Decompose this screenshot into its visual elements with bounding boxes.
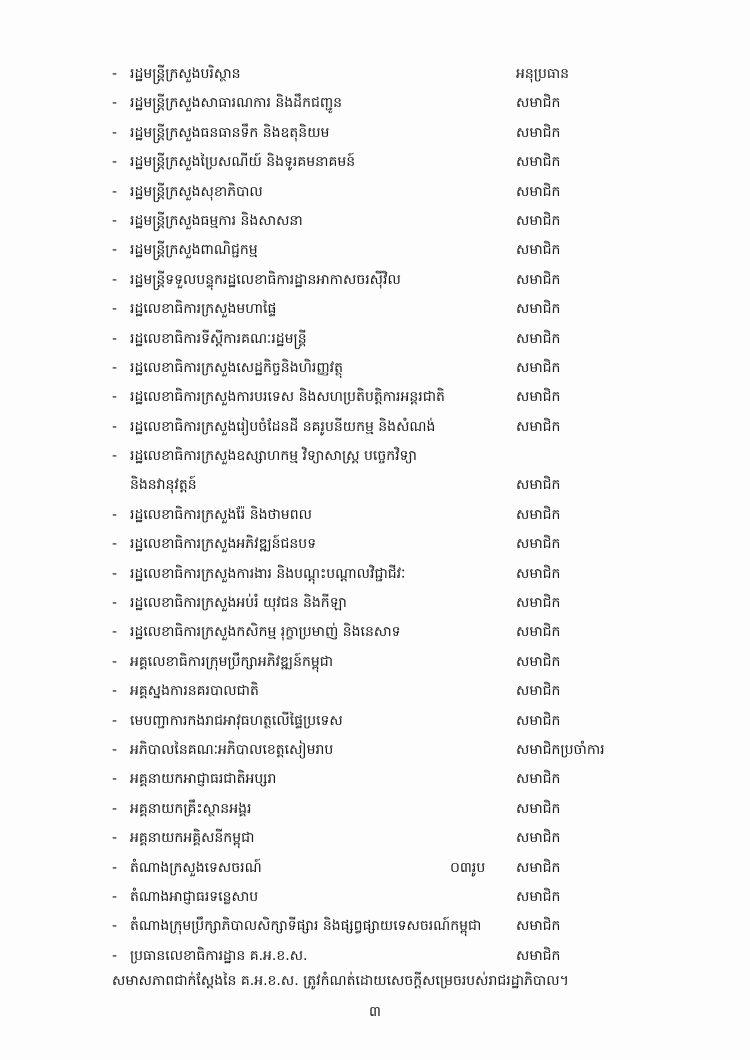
member-name: រដ្ឋលេខាធិការក្រសួងអប់រំ យុវជន និងកីឡា — [130, 595, 347, 612]
list-item: - រដ្ឋមន្ត្រីក្រសួងធនធានទឹក និងឧតុនិយម សមាជិក — [112, 119, 632, 148]
member-name: តំណាងក្រុមប្រឹក្សាភិបាលសិក្សាទីផ្សារ និងផ្សព្វផ្សាយទេសចរណ៍កម្ពុជា — [130, 918, 482, 935]
member-role: សមាជិក — [516, 389, 561, 406]
member-name: រដ្ឋមន្ត្រីក្រសួងធម្មការ និងសាសនា — [130, 212, 303, 229]
list-item: - រដ្ឋមន្ត្រីក្រសួងធម្មការ និងសាសនា សមាជិក — [112, 207, 632, 236]
list-item: - រដ្ឋមន្ត្រីក្រសួងសាធារណការ និងដឹកជញ្ជូន សមាជិក — [112, 89, 632, 118]
list-item: - រដ្ឋលេខាធិការក្រសួងការបរទេស និងសហប្រតិបត្តិការអន្តរជាតិ សមាជិក — [112, 383, 632, 412]
list-item: - រដ្ឋលេខាធិការក្រសួងសេដ្ឋកិច្ចនិងហិរញ្ញវត្ថុ សមាជិក — [112, 354, 632, 383]
member-role: សមាជិក — [516, 947, 561, 964]
list-item: - ប្រធានលេខាធិការដ្ឋាន គ.អ.ខ.ស. សមាជិក — [112, 942, 632, 971]
list-item: - អគ្គនាយកគ្រឹះស្ថានអង្គរ សមាជិក — [112, 795, 632, 824]
member-name: រដ្ឋលេខាធិការក្រសួងមហាផ្ទៃ — [130, 301, 277, 318]
member-role: សមាជិក — [516, 536, 561, 553]
member-role: អនុប្រធាន — [516, 66, 570, 82]
member-name: អគ្គនាយកអាជ្ញាធរជាតិអប្សរា — [130, 771, 277, 788]
list-item: - អគ្គនាយកអគ្គិសនីកម្ពុជា សមាជិក — [112, 824, 632, 853]
member-role: សមាជិក — [516, 330, 561, 347]
list-item: - តំណាងក្រុមប្រឹក្សាភិបាលសិក្សាទីផ្សារ និងផ្សព្វផ្សាយទេសចរណ៍កម្ពុជា សមាជិក — [112, 912, 632, 941]
member-name: រដ្ឋលេខាធិការក្រសួងការបរទេស និងសហប្រតិបត្តិការអន្តរជាតិ — [130, 389, 445, 406]
list-item: - អគ្គលេខាធិការក្រុមប្រឹក្សាអភិវឌ្ឍន៍កម្ពុជា សមាជិក — [112, 648, 632, 677]
list-item: - រដ្ឋលេខាធិការក្រសួងការងារ និងបណ្តុះបណ្តាលវិជ្ជាជីវៈ សមាជិក — [112, 560, 632, 589]
member-role: សមាជិកប្រចាំការ — [516, 742, 605, 758]
member-name: រដ្ឋលេខាធិការក្រសួងរៀបចំដែនដី នគរូបនីយកម្ម និងសំណង់ — [130, 418, 436, 435]
list-item: - អភិបាលនៃគណៈអភិបាលខេត្តសៀមរាប សមាជិកប្រចាំការ — [112, 736, 632, 765]
member-name: មេបញ្ជាការកងរាជអាវុធហត្ថលើផ្ទៃប្រទេស — [130, 712, 343, 729]
list-item: - អគ្គនាយកអាជ្ញាធរជាតិអប្សរា សមាជិក — [112, 765, 632, 794]
member-name: រដ្ឋមន្ត្រីក្រសួងសាធារណការ និងដឹកជញ្ជូន — [130, 95, 343, 112]
list-item: - រដ្ឋលេខាធិការក្រសួងអភិវឌ្ឍន៍ជនបទ សមាជិក — [112, 530, 632, 559]
list-item: - រដ្ឋលេខាធិការក្រសួងមហាផ្ទៃ សមាជិក — [112, 295, 632, 324]
list-item: - រដ្ឋលេខាធិការក្រសួងរ៉ែ និងថាមពល សមាជិក — [112, 501, 632, 530]
member-role: សមាជិក — [516, 565, 561, 582]
list-item: - តំណាងអាជ្ញាធរទន្លេសាប សមាជិក — [112, 883, 632, 912]
member-name: រដ្ឋលេខាធិការក្រសួងអភិវឌ្ឍន៍ជនបទ — [130, 536, 317, 553]
member-name: អភិបាលនៃគណៈអភិបាលខេត្តសៀមរាប — [130, 742, 334, 758]
member-role: សមាជិក — [516, 183, 561, 200]
list-item: - មេបញ្ជាការកងរាជអាវុធហត្ថលើផ្ទៃប្រទេស សមាជិក — [112, 707, 632, 736]
list-item: - រដ្ឋមន្ត្រីក្រសួងបរិស្ថាន អនុប្រធាន — [112, 60, 632, 89]
member-role: សមាជិក — [516, 712, 561, 729]
member-role: សមាជិក — [516, 859, 561, 876]
list-item: - រដ្ឋមន្ត្រីក្រសួងពាណិជ្ជកម្ម សមាជិក — [112, 236, 632, 265]
member-role: សមាជិក — [516, 800, 561, 817]
member-role: សមាជិក — [516, 771, 561, 788]
member-role: សមាជិក — [516, 95, 561, 112]
member-role: សមាជិក — [516, 624, 561, 641]
list-item: - រដ្ឋលេខាធិការទីស្តីការគណៈរដ្ឋមន្ត្រី សមាជិក — [112, 325, 632, 354]
list-item: - រដ្ឋមន្ត្រីក្រសួងប្រៃសណីយ៍ និងទូរគមនាគមន៍ សមាជិក — [112, 148, 632, 177]
member-role: សមាជិក — [516, 595, 561, 612]
member-role: សមាជិក — [516, 830, 561, 847]
member-name: រដ្ឋលេខាធិការក្រសួងឧស្សាហកម្ម វិទ្យាសាស្ត្រ បច្ចេកវិទ្យា — [130, 448, 417, 465]
member-name: អគ្គនាយកអគ្គិសនីកម្ពុជា — [130, 830, 255, 847]
member-name: តំណាងអាជ្ញាធរទន្លេសាប — [130, 888, 259, 905]
member-role: សមាជិក — [516, 477, 561, 494]
list-item: - រដ្ឋមន្ត្រីទទួលបន្ទុករដ្ឋលេខាធិការដ្ឋានអាកាសចរស៊ីវិល សមាជិក — [112, 266, 632, 295]
member-name: អគ្គស្នងការនគរបាលជាតិ — [130, 683, 259, 700]
member-name: រដ្ឋមន្ត្រីក្រសួងប្រៃសណីយ៍ និងទូរគមនាគមន៍ — [130, 154, 356, 171]
member-role: សមាជិក — [516, 506, 561, 523]
member-count-note: ០៣រូប — [450, 859, 486, 876]
member-role: សមាជិក — [516, 212, 561, 229]
member-name: រដ្ឋមន្ត្រីក្រសួងសុខាភិបាល — [130, 183, 263, 200]
member-name: រដ្ឋលេខាធិការក្រសួងការងារ និងបណ្តុះបណ្តាលវិជ្ជាជីវៈ — [130, 565, 406, 582]
member-role: សមាជិក — [516, 683, 561, 700]
member-name: រដ្ឋមន្ត្រីក្រសួងពាណិជ្ជកម្ម — [130, 242, 258, 259]
list-item: - រដ្ឋលេខាធិការក្រសួងរៀបចំដែនដី នគរូបនីយកម្ម និងសំណង់ សមាជិក — [112, 413, 632, 442]
member-name: ប្រធានលេខាធិការដ្ឋាន គ.អ.ខ.ស. — [130, 947, 308, 964]
member-role: សមាជិក — [516, 124, 561, 141]
member-role: សមាជិក — [516, 359, 561, 376]
member-name: រដ្ឋលេខាធិការក្រសួងរ៉ែ និងថាមពល — [130, 506, 312, 523]
member-role: សមាជិក — [516, 242, 561, 259]
member-role: សមាជិក — [516, 418, 561, 435]
member-name: រដ្ឋមន្ត្រីក្រសួងបរិស្ថាន — [130, 66, 241, 82]
member-name: រដ្ឋលេខាធិការក្រសួងកសិកម្ម រុក្ខាប្រមាញ់ និងនេសាទ — [130, 624, 401, 641]
member-name: រដ្ឋលេខាធិការទីស្តីការគណៈរដ្ឋមន្ត្រី — [130, 330, 307, 347]
list-item: - អគ្គស្នងការនគរបាលជាតិ សមាជិក — [112, 677, 632, 706]
member-role: សមាជិក — [516, 271, 561, 288]
page-number: ៣ — [369, 1004, 381, 1020]
member-role: សមាជិក — [516, 301, 561, 318]
member-name: អគ្គនាយកគ្រឹះស្ថានអង្គរ — [130, 800, 252, 817]
list-item: - រដ្ឋលេខាធិការក្រសួងឧស្សាហកម្ម វិទ្យាសាស្ត្រ បច្ចេកវិទ្យា និងនវានុវត្តន៍ សមាជិក — [112, 442, 632, 501]
member-name: តំណាងក្រសួងទេសចរណ៍ — [130, 859, 262, 876]
member-role: សមាជិក — [516, 653, 561, 670]
member-name: រដ្ឋលេខាធិការក្រសួងសេដ្ឋកិច្ចនិងហិរញ្ញវត្ថុ — [130, 359, 344, 376]
list-item: - រដ្ឋលេខាធិការក្រសួងកសិកម្ម រុក្ខាប្រមាញ់ និងនេសាទ សមាជិក — [112, 618, 632, 647]
footer-note: សមាសភាពជាក់ស្តែងនៃ គ.អ.ខ.ស. ត្រូវកំណត់ដោយសេចក្តីសម្រេចរបស់រាជរដ្ឋាភិបាល។ — [112, 973, 569, 989]
member-name: អគ្គលេខាធិការក្រុមប្រឹក្សាអភិវឌ្ឍន៍កម្ពុជា — [130, 653, 334, 670]
member-role: សមាជិក — [516, 918, 561, 935]
member-role: សមាជិក — [516, 154, 561, 171]
member-name: រដ្ឋមន្ត្រីក្រសួងធនធានទឹក និងឧតុនិយម — [130, 124, 330, 141]
member-name: រដ្ឋមន្ត្រីទទួលបន្ទុករដ្ឋលេខាធិការដ្ឋានអាកាសចរស៊ីវិល — [130, 271, 401, 288]
member-list — [112, 60, 632, 971]
list-item: - រដ្ឋលេខាធិការក្រសួងអប់រំ យុវជន និងកីឡា សមាជិក — [112, 589, 632, 618]
member-name-continued: និងនវានុវត្តន៍ — [130, 477, 197, 494]
member-role: សមាជិក — [516, 888, 561, 905]
list-item: - តំណាងក្រសួងទេសចរណ៍ ០៣រូប សមាជិក — [112, 854, 632, 883]
list-item: - រដ្ឋមន្ត្រីក្រសួងសុខាភិបាល សមាជិក — [112, 178, 632, 207]
